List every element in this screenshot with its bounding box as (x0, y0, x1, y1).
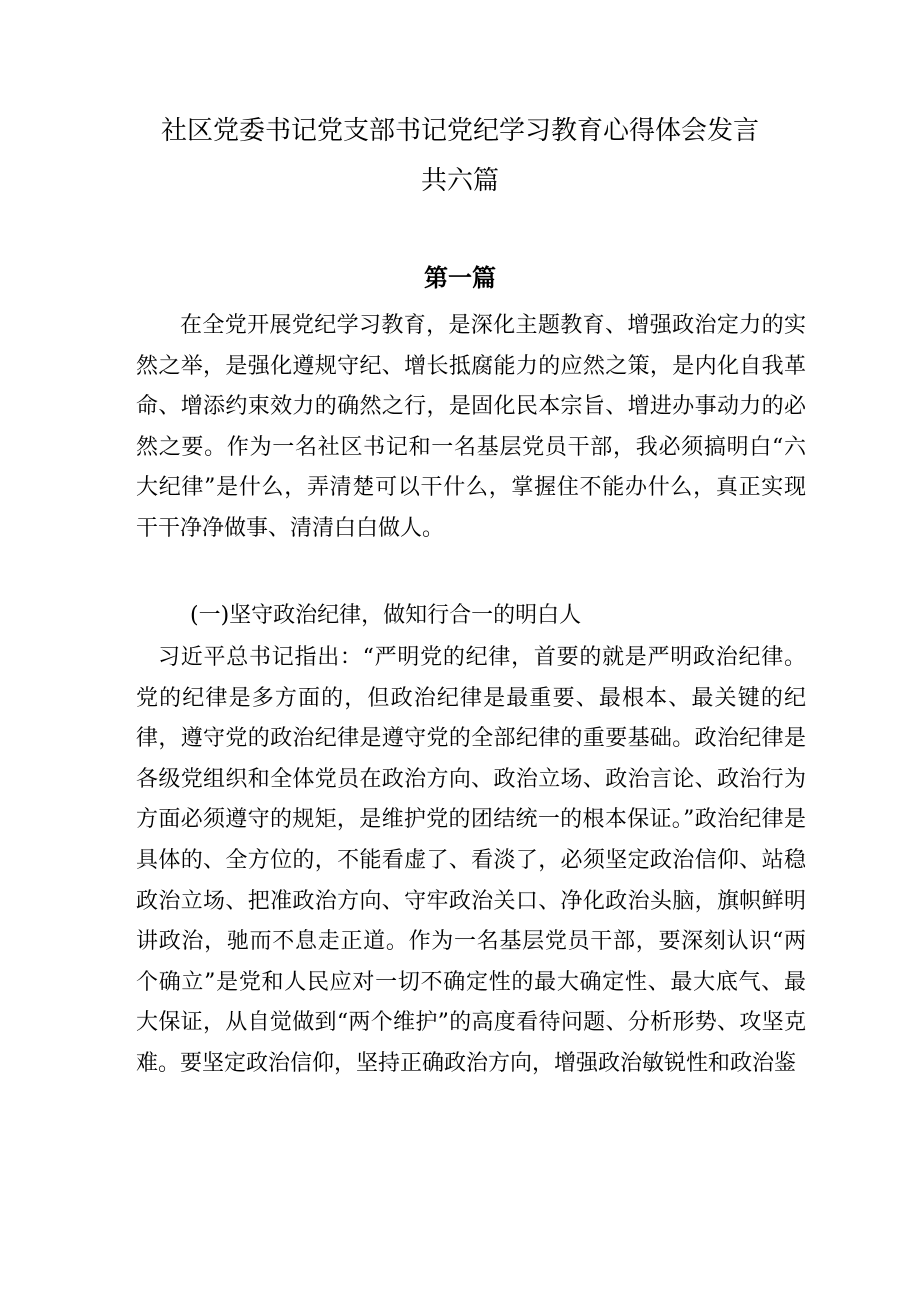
body-paragraph-1: 在全党开展党纪学习教育，是深化主题教育、增强政治定力的实然之举，是强化遵规守纪、增长抵腐能力的应然之策，是内化自我革命、增添约束效力的确然之行，是固化民本宗旨、增进办事动力的必然之要。作为一名社区书记和一名基层党员干部，我必须搞明白“六大纪律”是什么，弄清楚可以干什么，掌握住不能办什么，真正实现干干净净做事、清清白白做人。 (136, 313, 806, 541)
subsection-heading: (一)坚守政治纪律，做知行合一的明白人 (190, 603, 582, 628)
section-heading: 第一篇 (424, 264, 496, 292)
body-paragraph-2: 习近平总书记指出：“严明党的纪律，首要的就是严明政治纪律。党的纪律是多方面的，但政治纪律是最重要、最根本、最关键的纪律，遵守党的政治纪律是遵守党的全部纪律的重要基础。政治纪律是各级党组织和全体党员在政治方向、政治立场、政治言论、政治行为方面必须遵守的规矩，是维护党的团结统一的根本保证。”政治纪律是具体的、全方位的，不能看虚了、看淡了，必须坚定政治信仰、站稳政治立场、把准政治方向、守牢政治关口、净化政治头脑，旗帜鲜明讲政治，驰而不息走正道。作为一名基层党员干部，要深刻认识“两个确立”是党和人民应对一切不确定性的最大确定性、最大底气、最大保证，从自觉做到“两个维护”的高度看待问题、分析形势、攻坚克难。要坚定政治信仰，坚持正确政治方向，增强政治敏锐性和政治鉴 (136, 645, 806, 1076)
document-title: 社区党委书记党支部书记党纪学习教育心得体会发言 (160, 116, 759, 146)
document-subtitle: 共六篇 (420, 166, 499, 196)
